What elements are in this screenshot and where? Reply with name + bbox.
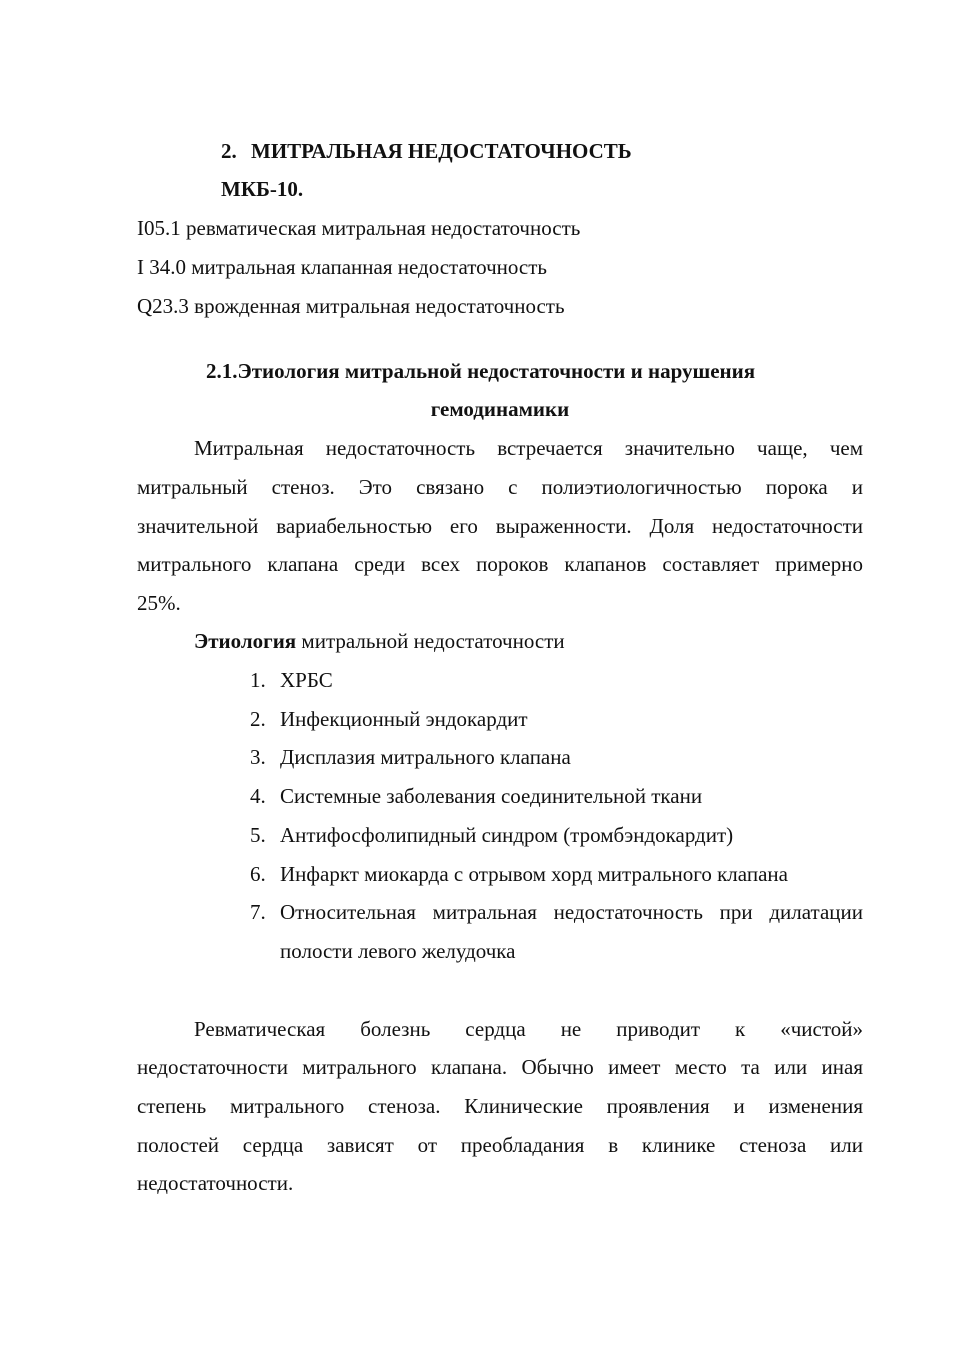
list-number: 6. xyxy=(250,862,266,886)
list-number: 2. xyxy=(250,707,266,731)
paragraph-line: Митральная недостаточность встречается значительно чаще, чем xyxy=(194,436,863,460)
list-item: Антифосфолипидный синдром (тромбэндокардит) xyxy=(280,823,734,847)
list-number: 7. xyxy=(250,900,266,924)
heading-title: МИТРАЛЬНАЯ НЕДОСТАТОЧНОСТЬ xyxy=(251,139,632,163)
code-line: Q23.3 врожденная митральная недостаточность xyxy=(137,294,565,318)
list-number: 3. xyxy=(250,745,266,769)
list-number: 1. xyxy=(250,668,266,692)
list-number: 4. xyxy=(250,784,266,808)
list-item: Инфекционный эндокардит xyxy=(280,707,528,731)
paragraph-line: 25%. xyxy=(137,591,181,615)
paragraph-line: степень митрального стеноза. Клинические проявления и изменения xyxy=(137,1094,863,1118)
etiology-heading xyxy=(194,631,565,652)
paragraph-line: недостаточности. xyxy=(137,1171,294,1195)
list-number: 5. xyxy=(250,823,266,847)
list-item: Инфаркт миокарда с отрывом хорд митрального клапана xyxy=(280,862,788,886)
paragraph-line: митральный стеноз. Это связано с полиэтиологичностью порока и xyxy=(137,475,863,499)
paragraph-line: значительной вариабельностью его выраженности. Доля недостаточности xyxy=(137,514,863,538)
paragraph-line: Ревматическая болезнь сердца не приводит к «чистой» xyxy=(194,1017,863,1041)
list-item: ХРБС xyxy=(280,668,333,692)
paragraph-line: недостаточности митрального клапана. Обычно имеет место та или иная xyxy=(137,1055,863,1079)
list-item: Дисплазия митрального клапана xyxy=(280,745,571,769)
list-item: Относительная митральная недостаточность при дилатации xyxy=(280,900,863,924)
code-line: I 34.0 митральная клапанная недостаточность xyxy=(137,255,548,279)
paragraph-line: полостей сердца зависят от преобладания в клинике стеноза или xyxy=(137,1133,863,1157)
etiology-rest: митральной недостаточности xyxy=(296,629,565,653)
etiology-bold: Этиология xyxy=(194,629,297,653)
section-title: 2.1.Этиология митральной недостаточности и нарушения xyxy=(206,359,756,383)
section-title-continued: гемодинамики xyxy=(430,397,570,421)
heading-number: 2. xyxy=(221,139,237,163)
icd-label: МКБ-10. xyxy=(221,177,304,201)
list-item-continued: полости левого желудочка xyxy=(280,939,516,963)
paragraph-line: митрального клапана среди всех пороков клапанов составляет примерно xyxy=(137,552,863,576)
code-line: I05.1 ревматическая митральная недостаточность xyxy=(137,216,581,240)
list-item: Системные заболевания соединительной ткани xyxy=(280,784,703,808)
